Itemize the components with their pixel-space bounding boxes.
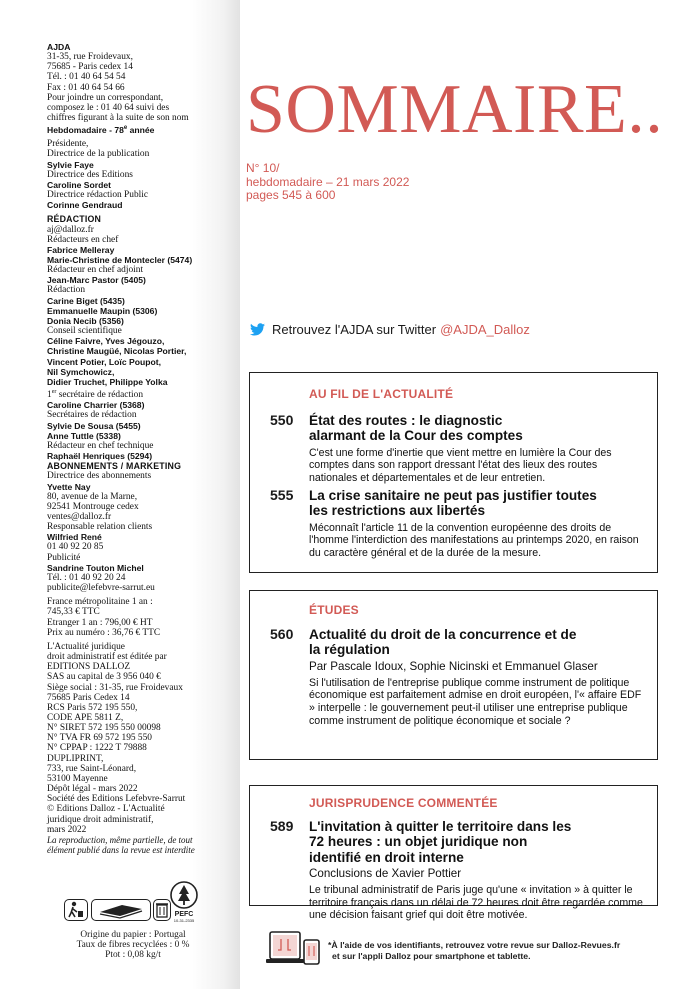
footer-note xyxy=(328,940,620,962)
masthead-line: Directrice des Editions xyxy=(47,169,133,180)
recycle-book-icon xyxy=(91,899,151,921)
masthead-line: Rédaction xyxy=(47,285,86,296)
masthead-line: 31-35, rue Froidevaux, xyxy=(47,52,133,63)
masthead-line: Fax : 01 40 64 54 66 xyxy=(47,82,125,93)
masthead-line: Hebdomadaire - 78e année xyxy=(47,125,155,136)
masthead-line: Marie-Christine de Montecler (5474) xyxy=(47,254,193,265)
masthead-line: Publicité xyxy=(47,552,81,563)
masthead-line: 53100 Mayenne xyxy=(47,773,108,784)
section-au-fil-de-l-actualite xyxy=(249,372,658,573)
masthead-text xyxy=(47,42,237,855)
masthead-line: L'Actualité juridique xyxy=(47,641,125,652)
masthead-line: Secrétaires de rédaction xyxy=(47,410,137,421)
masthead-line: 745,33 € TTC xyxy=(47,607,100,618)
masthead-line: Société des Editions Lefebvre-Sarrut xyxy=(47,794,186,805)
masthead-line: ABONNEMENTS / MARKETING xyxy=(47,461,182,472)
footer-note-line: *À l'aide de vos identifiants, retrouvez votre revue sur Dalloz-Revues.fr xyxy=(328,940,621,950)
masthead-line: Pour joindre un correspondant, xyxy=(47,92,164,103)
masthead-line: Nil Symchowicz, xyxy=(47,366,115,377)
masthead-line: aj@dalloz.fr xyxy=(47,224,94,235)
masthead-line: Anne Tuttle (5338) xyxy=(47,430,121,441)
pefc-logo xyxy=(168,880,200,924)
masthead-line: Emmanuelle Maupin (5306) xyxy=(47,305,158,316)
masthead-line: Caroline Sordet xyxy=(47,179,111,190)
twitter-text: Retrouvez l'AJDA sur Twitter xyxy=(272,321,437,337)
entry-title: Actualité du droit de la concurrence et de la régulation xyxy=(309,627,577,658)
masthead-line: Yvette Nay xyxy=(47,481,91,492)
twitter-handle-link[interactable]: @AJDA_Dalloz xyxy=(440,321,530,337)
masthead-line: Rédacteurs en chef xyxy=(47,234,119,245)
masthead-line: Directrice de la publication xyxy=(47,149,150,160)
page-number: 589 xyxy=(270,818,294,834)
masthead-line: Christine Maugüé, Nicolas Portier, xyxy=(47,346,187,357)
masthead-line: CODE APE 5811 Z, xyxy=(47,712,124,723)
masthead-line: Raphaël Henriques (5294) xyxy=(47,451,153,462)
issue-info xyxy=(246,162,409,203)
twitter-promo[interactable] xyxy=(250,321,530,337)
masthead-line: Rédacteur en chef adjoint xyxy=(47,265,144,276)
section-title: JURISPRUDENCE COMMENTÉE xyxy=(309,796,498,810)
masthead-line: 733, rue Saint-Léonard, xyxy=(47,763,137,774)
masthead-line: Carine Biget (5435) xyxy=(47,295,125,306)
masthead-line: juridique droit administratif, xyxy=(47,814,154,825)
masthead-line: La reproduction, même partielle, de tout xyxy=(47,834,193,845)
masthead-column xyxy=(0,0,240,989)
masthead-line: 1er secrétaire de rédaction xyxy=(47,389,144,401)
masthead-line: publicite@lefebvre-sarrut.eu xyxy=(47,583,155,594)
issue-date: hebdomadaire – 21 mars 2022 xyxy=(246,174,410,189)
masthead-line: Vincent Potier, Loïc Poupot, xyxy=(47,356,161,367)
masthead-line: RCS Paris 572 195 550, xyxy=(47,702,138,713)
masthead-line: Wilfried René xyxy=(47,532,102,543)
pefc-code: 10-31-2335 xyxy=(173,918,195,923)
masthead-line: Jean-Marc Pastor (5405) xyxy=(47,275,146,286)
masthead-line: ventes@dalloz.fr xyxy=(47,512,112,523)
masthead-line: N° CPPAP : 1222 T 79888 xyxy=(47,743,147,754)
masthead-line: Caroline Charrier (5368) xyxy=(47,400,145,411)
issue-number: N° 10/ xyxy=(246,161,280,175)
page-number: 560 xyxy=(270,626,294,642)
page-number: 550 xyxy=(270,412,294,428)
masthead-line: N° SIRET 572 195 550 00098 xyxy=(47,723,161,734)
eco-labels xyxy=(64,880,204,924)
pefc-label: PEFC xyxy=(174,911,194,918)
section-etudes xyxy=(249,590,658,760)
masthead-line: Directrice des abonnements xyxy=(47,471,152,482)
masthead-line: Donia Necib (5356) xyxy=(47,315,124,326)
masthead-line: Tél. : 01 40 64 54 54 xyxy=(47,72,126,83)
tidyman-icon xyxy=(64,899,88,921)
origin-line: Taux de fibres recyclées : 0 % xyxy=(76,940,190,951)
masthead-line: Présidente, xyxy=(47,139,89,150)
masthead-line: Sylvie Faye xyxy=(47,159,94,170)
masthead-line: mars 2022 xyxy=(47,824,87,835)
entry-title: L'invitation à quitter le territoire dans les 72 heures : un objet juridique non identifié en droit interne xyxy=(309,819,572,865)
masthead-line: DUPLIPRINT, xyxy=(47,753,104,764)
page-number: 555 xyxy=(270,487,294,503)
entry-title: État des routes : le diagnostic alarmant de la Cour des comptes xyxy=(309,413,523,444)
masthead-line: composez le : 01 40 64 suivi des xyxy=(47,102,170,113)
origin-line: Ptot : 0,08 kg/t xyxy=(105,950,161,961)
masthead-line: Responsable relation clients xyxy=(47,522,153,533)
masthead-line: Sandrine Touton Michel xyxy=(47,562,144,573)
masthead-line: Prix au numéro : 36,76 € TTC xyxy=(47,627,161,638)
entry-author: Par Pascale Idoux, Sophie Nicinski et Emmanuel Glaser xyxy=(309,659,598,673)
entry-summary: Si l'utilisation de l'entreprise publique comme instrument de politique économique est parfaitement admise en droit européen, l'« affaire EDF » interpelle : le gouvernement peut-il utiliser une entreprise publique comme instrument de politique économique et sociale ? xyxy=(309,676,642,727)
masthead-line: France métropolitaine 1 an : xyxy=(47,597,153,608)
twitter-icon xyxy=(250,323,265,336)
masthead-line: EDITIONS DALLOZ xyxy=(47,662,131,673)
masthead-line: Dépôt légal - mars 2022 xyxy=(47,784,138,795)
section-jurisprudence-commentee xyxy=(249,785,658,922)
section-title: ÉTUDES xyxy=(309,603,359,617)
masthead-line: Conseil scientifique xyxy=(47,326,122,337)
masthead-line: Didier Truchet, Philippe Yolka xyxy=(47,376,168,387)
page-title: SOMMAIRE.. xyxy=(246,71,664,148)
origin-line: Origine du papier : Portugal xyxy=(80,930,186,940)
masthead-line: SAS au capital de 3 956 040 € xyxy=(47,672,161,683)
masthead-line: 75685 Paris Cedex 14 xyxy=(47,692,130,703)
issue-pages: pages 545 à 600 xyxy=(246,188,336,203)
masthead-line: N° TVA FR 69 572 195 550 xyxy=(47,733,152,744)
masthead-line: Etranger 1 an : 796,00 € HT xyxy=(47,617,153,628)
section-title: AU FIL DE L'ACTUALITÉ xyxy=(309,387,454,401)
masthead-line: Fabrice Melleray xyxy=(47,244,115,255)
masthead-line: Tél. : 01 40 92 20 24 xyxy=(47,572,126,583)
masthead-line: 92541 Montrouge cedex xyxy=(47,501,139,512)
entry-summary: Le tribunal administratif de Paris juge qu'une « invitation » à quitter le territoire français dans un délai de 72 heures doit être regardée comme une décision faisant grief qui doit être motivée. xyxy=(309,884,643,922)
masthead-line: RÉDACTION xyxy=(47,214,102,225)
masthead-line: Rédacteur en chef technique xyxy=(47,440,154,451)
masthead-line: Directrice rédaction Public xyxy=(47,190,148,201)
masthead-line: chiffres figurant à la suite de son nom xyxy=(47,113,189,124)
masthead-line: 75685 - Paris cedex 14 xyxy=(47,62,133,73)
masthead-line: Siège social : 31-35, rue Froidevaux xyxy=(47,682,183,693)
paper-origin xyxy=(70,930,196,961)
entry-summary: C'est une forme d'inertie que vient mettre en lumière la Cour des comptes dans son rapport dressant l'état des lieux des routes nationales et départementales et de leur entretien. xyxy=(309,446,612,484)
masthead-line: Corinne Gendraud xyxy=(47,200,123,211)
masthead-line: 01 40 92 20 85 xyxy=(47,542,104,553)
masthead-line: droit administratif est éditée par xyxy=(47,652,167,663)
entry-author: Conclusions de Xavier Pottier xyxy=(309,867,462,881)
masthead-line: Sylvie De Sousa (5455) xyxy=(47,420,141,431)
masthead-line: AJDA xyxy=(47,42,71,52)
masthead-line: Céline Faivre, Yves Jégouzo, xyxy=(47,336,165,347)
entry-summary: Méconnaît l'article 11 de la convention européenne des droits de l'homme l'interdiction des manifestations au printemps 2020, en raison du caractère général et de la durée de la mesure. xyxy=(309,521,639,559)
devices-icon xyxy=(266,929,324,967)
entry-title: La crise sanitaire ne peut pas justifier toutes les restrictions aux libertés xyxy=(309,488,597,519)
footer-note-line: et sur l'appli Dalloz pour smartphone et tablette. xyxy=(332,951,531,961)
masthead-line: élément publié dans la revue est interdite xyxy=(47,845,195,856)
masthead-line: © Editions Dalloz - L'Actualité xyxy=(47,804,165,815)
masthead-line: 80, avenue de la Marne, xyxy=(47,491,138,502)
